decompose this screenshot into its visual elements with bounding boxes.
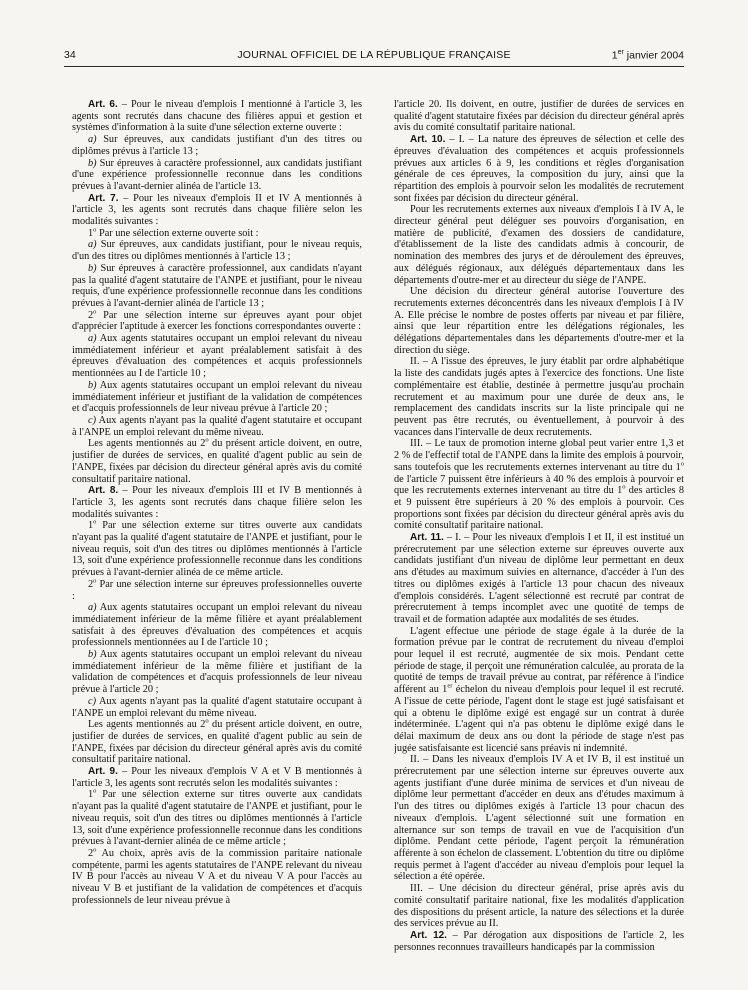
article-12-intro: Art. 12. – Par dérogation aux dispositions de l'article 2, les personnes reconnues travailleurs handicapés par la commission bbox=[394, 929, 684, 953]
left-column bbox=[72, 99, 362, 979]
article-10-label: Art. 10. bbox=[410, 134, 446, 146]
article-9-label: Art. 9. bbox=[88, 766, 118, 778]
article-7-1a: a) Sur épreuves, aux candidats justifiant, pour le niveau requis, d'un des titres ou diplômes mentionnés à l'article 13 ; bbox=[72, 239, 362, 263]
article-8-2a: a) Aux agents statutaires occupant un emploi relevant du niveau immédiatement inférieur de la même filière et ayant préalablement satisfait à des épreuves d'évaluation des compétences et acquis professionnels mentionnées au I de l'article 10 ; bbox=[72, 602, 362, 649]
article-7-2c: c) Aux agents n'ayant pas la qualité d'agent statutaire et occupant à l'ANPE un emploi relevant du même niveau. bbox=[72, 414, 362, 438]
header-rule bbox=[64, 66, 684, 67]
article-12-label: Art. 12. bbox=[410, 929, 447, 941]
article-7-intro: Art. 7. – Pour les niveaux d'emplois II et IV A mentionnés à l'article 3, les agents sont recrutés dans chaque filière selon les modalités suivantes : bbox=[72, 192, 362, 228]
journal-title: JOURNAL OFFICIEL DE LA RÉPUBLIQUE FRANÇAISE bbox=[237, 49, 511, 61]
article-8-2c: c) Aux agents n'ayant pas la qualité d'agent statutaire occupant à l'ANPE un emploi relevant du même niveau. bbox=[72, 695, 362, 719]
right-column bbox=[394, 99, 684, 979]
article-7-2: 2$^o$ Par une sélection interne sur épreuves ayant pour objet d'apprécier l'aptitude à exercer les fonctions correspondantes ouverte : bbox=[72, 308, 362, 333]
article-8-2b: b) Aux agents statutaires occupant un emploi relevant du niveau immédiatement inférieur de la même filière et justifiant de la validation de compétences et d'acquis professionnels de leur niveau prévue à l'article 20 ; bbox=[72, 649, 362, 696]
article-11-p2: L'agent effectue une période de stage égale à la durée de la formation prévue par le contrat de recrutement du niveau d'emploi pour lequel il est recruté, augmentée de six mois. Pendant cette période de stage, il perçoit une rémunération calculée, au prorata de la quotité de temps de travail prévue au contrat, par référence à l'indice afférent au 1er échelon du niveau d'emplois pour lequel il est recruté. A l'issue de cette période, l'agent dont le stage est jugé satisfaisant et qui a obtenu le diplôme exigé est engagé sur un contrat à durée indéterminée. L'agent qui n'a pas obtenu le diplôme exigé dans le délai maximum de deux ans ou dont la période de stage n'est pas jugée satisfaisante est licencié sans préavis ni indemnité. bbox=[394, 625, 684, 754]
article-10-III: III. – Le taux de promotion interne global peut varier entre 1,3 et 2 % de l'effectif total de l'ANPE dans la limite des emplois à pourvoir, sans toutefois que les recrutements externes intervenant au titre du 1$^o$ de l'article 7 puissent être inférieurs à 40 % des emplois à pourvoir et que les recrutements externes intervenant au titre du 1$^o$ des articles 8 et 9 puissent être supérieurs à 20 % des emplois à pourvoir. Ces proportions sont fixées par décision du directeur général après avis du comité consultatif paritaire national. bbox=[394, 438, 684, 532]
article-7-last: Les agents mentionnés au 2$^o$ du présent article doivent, en outre, justifier de durées de services, en qualité d'agent public au sein de l'ANPE, fixées par décision du directeur général après avis du comité consultatif paritaire national. bbox=[72, 436, 362, 485]
article-10-II: II. – A l'issue des épreuves, le jury établit par ordre alphabétique la liste des candidats jugés aptes à l'exercice des fonctions. Une liste complémentaire est établie, destinée à permettre jusqu'au prochain recrutement et au maximum pour une durée de deux ans, le remplacement des candidats inscrits sur la liste principale qui ne peuvent pas être recrutés, ou éventuellement, à pourvoir à des vacances dans l'intervalle de deux recrutements. bbox=[394, 356, 684, 438]
article-9-intro: Art. 9. – Pour les niveaux d'emplois V A et V B mentionnés à l'article 3, les agents sont recrutés selon les modalités suivantes : bbox=[72, 766, 362, 789]
article-8-intro: Art. 8. – Pour les niveaux d'emplois III et IV B mentionnés à l'article 3, les agents sont recrutés dans chaque filière selon les modalités suivantes : bbox=[72, 485, 362, 520]
article-8-label: Art. 8. bbox=[88, 485, 119, 497]
article-8-1: 1$^o$ Par une sélection externe sur titres ouverte aux candidats n'ayant pas la qualité d'agent statutaire de l'ANPE et justifiant, pour le niveau requis, soit d'un des titres ou diplômes mentionnés à l'article 13, soit d'une expérience professionnelle reconnue dans les conditions prévues à l'avant-dernier alinéa de ce même article. bbox=[72, 518, 362, 579]
page-number: 34 bbox=[64, 49, 76, 61]
article-11-III: III. – Une décision du directeur général, prise après avis du comité consultatif paritaire national, fixe les modalités d'application des dispositions du présent article, la nature des sélections et la durée des services prévue au II. bbox=[394, 883, 684, 930]
article-6-b: b) Sur épreuves à caractère professionnel, aux candidats justifiant d'une expérience professionnelle reconnue dans les conditions prévues à l'avant-dernier alinéa de l'article 13. bbox=[72, 157, 362, 192]
article-10-p3: Une décision du directeur général autorise l'ouverture des recrutements externes déconcentrés dans les niveaux d'emplois I à IV A. Elle précise le nombre de postes offerts par niveau et par filière, ainsi que leur répartition entre les délégations régionales, les délégations départementales dans les départements d'outre-mer et la direction du siège. bbox=[394, 286, 684, 356]
article-7-2b: b) Aux agents statutaires occupant un emploi relevant du niveau immédiatement inférieur et justifiant de la validation de compétences et d'acquis professionnels de leur niveau prévue à l'article 20 ; bbox=[72, 379, 362, 415]
article-8-2: 2$^o$ Par une sélection interne sur épreuves professionnelles ouverte : bbox=[72, 577, 362, 602]
article-11-II: II. – Dans les niveaux d'emplois IV A et IV B, il est institué un prérecrutement par une sélection interne sur épreuves ouverte aux agents justifiant d'une durée minima de services et d'un niveau de diplôme leur permettant d'accéder en deux ans d'études maximum à l'un des titres ou diplômes exigés à l'article 13 pour chacun des niveaux d'emplois. L'agent sélectionné suit une formation en alternance sur son temps de travail en vue de l'acquisition d'un diplôme. Pendant cette période, l'agent perçoit la rémunération afférente à son échelon de classement. L'obtention du titre ou diplôme requis permet à l'agent d'accéder au niveau d'emplois pour lequel la sélection a été opérée. bbox=[394, 754, 684, 883]
article-9-1: 1$^o$ Par une sélection externe sur titres ouverte aux candidats n'ayant pas la qualité d'agent statutaire de l'ANPE et justifiant, pour le niveau requis, soit d'un des titres ou diplômes mentionnés à l'article 13, soit d'une expérience professionnelle reconnue dans les conditions prévues à l'avant-dernier alinéa de ce même article ; bbox=[72, 788, 362, 848]
article-6-a: a) Sur épreuves, aux candidats justifiant d'un des titres ou diplômes prévus à l'article 13 ; bbox=[72, 134, 362, 157]
article-6-label: Art. 6. bbox=[88, 99, 118, 110]
article-6-intro: Art. 6. – Pour le niveau d'emplois I mentionné à l'article 3, les agents sont recrutés dans chacune des filières appui et gestion et systèmes d'information à la suite d'une sélection externe ouverte : bbox=[72, 99, 362, 134]
page-header bbox=[64, 49, 684, 65]
article-10-intro: Art. 10. – I. – La nature des épreuves de sélection et celle des épreuves d'évaluation des compétences et acquis professionnels prévues aux articles 6 à 9, les conditions et règles d'organisation générale de ces épreuves, la composition du jury, ainsi que la répartition des emplois à pourvoir selon les modalités de recrutement sont fixées par décision du directeur général. bbox=[394, 134, 684, 204]
article-7-label: Art. 7. bbox=[88, 192, 119, 204]
article-10-p2: Pour les recrutements externes aux niveaux d'emplois I à IV A, le directeur général peut déléguer ses pouvoirs d'organisation, en matière de publicité, d'examen des dossiers de candidature, d'établissement de la liste des candidats admis à concourir, de nomination des membres des jurys et de déroulement des épreuves, aux délégués régionaux, aux délégués départementaux dans les départements d'outre-mer et au directeur du siège de l'ANPE. bbox=[394, 204, 684, 286]
article-11-label: Art. 11. bbox=[410, 532, 444, 544]
article-7-1b: b) Sur épreuves à caractère professionnel, aux candidats n'ayant pas la qualité d'agent statutaire de l'ANPE et justifiant, pour le niveau requis, d'une expérience professionnelle reconnue dans les conditions prévues à l'avant-dernier alinéa de l'article 13 ; bbox=[72, 262, 362, 309]
article-9-2: 2$^o$ Au choix, après avis de la commission paritaire nationale compétente, parmi les agents statutaires de l'ANPE relevant du niveau IV B pour l'accès au niveau V A et du niveau V A pour l'accès au niveau V B et justifiant de la validation de compétences et d'acquis professionnels de leur niveau prévue à bbox=[72, 846, 362, 906]
article-8-last: Les agents mentionnés au 2$^o$ du présent article doivent, en outre, justifier de durées de services, en qualité d'agent public au sein de l'ANPE, fixées par décision du directeur général après avis du comité consultatif paritaire national. bbox=[72, 717, 362, 766]
article-7-1: 1$^o$ Par une sélection externe ouverte soit : bbox=[88, 226, 259, 239]
issue-date: 1er janvier 2004 bbox=[611, 49, 684, 62]
article-9-continued: l'article 20. Ils doivent, en outre, justifier de durées de services en qualité d'agent statutaire fixées par décision du directeur général après avis du comité consultatif paritaire national. bbox=[394, 99, 684, 134]
article-7-2a: a) Aux agents statutaires occupant un emploi relevant du niveau immédiatement inférieur et ayant préalablement satisfait à des épreuves d'évaluation des compétences et acquis professionnels mentionnées au I de l'article 10 ; bbox=[72, 333, 362, 380]
article-11-intro: Art. 11. – I. – Pour les niveaux d'emplois I et II, il est institué un prérecrutement par une sélection externe sur épreuves ouverte aux candidats justifiant d'un niveau de diplôme leur permettant en deux ans d'études au maximum suivies en alternance, d'accéder à l'un des titres ou diplômes exigés à l'article 13 pour chacun des niveaux d'emplois considérés. L'agent sélectionné est recruté par contrat de prérecrutement à temps incomplet avec une quotité de temps de travail et de formation adaptée aux modalités de ses études. bbox=[394, 532, 684, 625]
